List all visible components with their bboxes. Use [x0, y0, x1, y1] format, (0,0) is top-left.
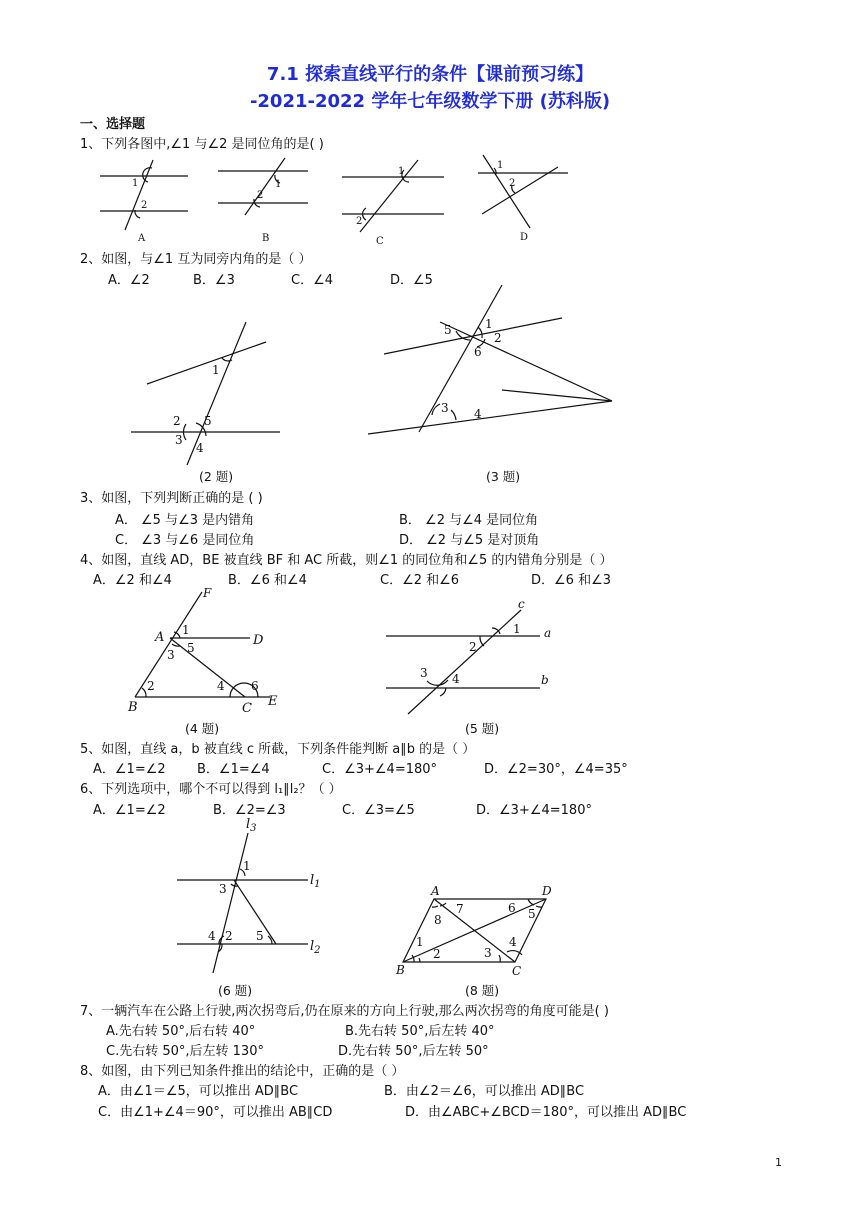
section-heading: 一、选择题 [80, 117, 146, 132]
q8-option-d[interactable]: D．由∠ABC+∠BCD＝180°，可以推出 AD∥BC [405, 1105, 687, 1120]
q1b-label-1: 1 [275, 179, 282, 190]
f2-label-4: 4 [196, 441, 204, 455]
f4-label-3: 3 [167, 648, 175, 662]
q3-option-b[interactable]: B． ∠2 与∠4 是同位角 [399, 513, 539, 528]
q2-caption: (2 题) [199, 469, 234, 484]
f3-label-1: 1 [485, 317, 493, 331]
q1-label-a: A [138, 233, 146, 244]
q2-option-a[interactable]: A．∠2 [108, 273, 150, 288]
q4-option-b[interactable]: B．∠6 和∠4 [228, 573, 307, 588]
f4-label-f: F [203, 586, 212, 600]
q6-option-b[interactable]: B．∠2=∠3 [213, 803, 286, 818]
f4-label-4: 4 [217, 679, 225, 693]
f3-label-5: 5 [444, 323, 452, 337]
f4-label-6: 6 [251, 679, 259, 693]
q2-option-c[interactable]: C．∠4 [291, 273, 334, 288]
f6-label-3: 3 [219, 882, 227, 896]
q1-label-b: B [262, 233, 270, 244]
q5-option-c[interactable]: C．∠3+∠4=180° [322, 762, 438, 777]
f4-label-e: E [268, 694, 278, 709]
f4-label-d: D [253, 633, 264, 648]
f6-label-l2-sub: 2 [314, 945, 321, 956]
f2-label-3: 3 [175, 433, 183, 447]
f8-label-1: 1 [416, 935, 424, 949]
q5-caption: (5 题) [465, 721, 500, 736]
f6-label-4: 4 [208, 929, 216, 943]
f5-label-1: 1 [513, 622, 521, 636]
f4-label-1: 1 [182, 623, 190, 637]
f8-label-8: 8 [434, 913, 442, 927]
q8-option-c[interactable]: C．由∠1+∠4＝90°，可以推出 AB∥CD [98, 1105, 333, 1120]
f2-label-2: 2 [173, 414, 181, 428]
q5-option-d[interactable]: D．∠2=30°，∠4=35° [484, 762, 628, 777]
f6-label-2: 2 [225, 929, 233, 943]
f8-label-4: 4 [509, 935, 517, 949]
q6-caption: (6 题) [218, 983, 253, 998]
q5-stem: 5、如图，直线 a，b 被直线 c 所截，下列条件能判断 a∥b 的是（ ） [80, 742, 476, 757]
q2-option-b[interactable]: B．∠3 [193, 273, 235, 288]
q1d-label-1: 1 [497, 160, 504, 171]
f8-label-d: D [542, 884, 552, 898]
q1-label-d: D [520, 232, 529, 243]
q7-option-b[interactable]: B.先右转 50°,后左转 40° [345, 1024, 495, 1039]
q4-option-d[interactable]: D．∠6 和∠3 [531, 573, 611, 588]
f8-label-5: 5 [528, 907, 536, 921]
q6-option-a[interactable]: A．∠1=∠2 [93, 803, 166, 818]
f4-label-a: A [155, 630, 165, 645]
q4-option-c[interactable]: C．∠2 和∠6 [380, 573, 460, 588]
q1c-label-1: 1 [398, 166, 405, 177]
q2-option-d[interactable]: D．∠5 [390, 273, 433, 288]
q8-option-b[interactable]: B．由∠2＝∠6，可以推出 AD∥BC [384, 1084, 585, 1099]
f4-label-2: 2 [147, 679, 155, 693]
f8-label-6: 6 [508, 901, 516, 915]
q3-stem: 3、如图，下列判断正确的是 ( ) [80, 491, 263, 506]
f4-label-c: C [242, 701, 252, 716]
q1b-label-2: 2 [257, 190, 264, 201]
q3-option-d[interactable]: D． ∠2 与∠5 是对顶角 [399, 533, 540, 548]
f8-label-7: 7 [456, 902, 464, 916]
f8-label-3: 3 [484, 946, 492, 960]
q6-option-d[interactable]: D．∠3+∠4=180° [476, 803, 592, 818]
f5-label-3: 3 [420, 666, 428, 680]
page-number: 1 [775, 1156, 782, 1169]
f5-label-4: 4 [452, 672, 460, 686]
q4-option-a[interactable]: A．∠2 和∠4 [93, 573, 172, 588]
q4-stem: 4、如图，直线 AD，BE 被直线 BF 和 AC 所截，则∠1 的同位角和∠5 的内错角分别是（ ） [80, 553, 613, 568]
q7-stem: 7、一辆汽车在公路上行驶,两次拐弯后,仍在原来的方向上行驶,那么两次拐弯的角度可能是( ) [80, 1004, 609, 1019]
f8-label-2: 2 [433, 947, 441, 961]
q1d-label-2: 2 [509, 178, 516, 189]
q7-option-a[interactable]: A.先右转 50°,后右转 40° [106, 1024, 256, 1039]
f8-label-b: B [396, 963, 405, 977]
f5-label-b: b [541, 673, 549, 687]
q7-option-d[interactable]: D.先右转 50°,后左转 50° [338, 1044, 489, 1059]
q2-stem: 2、如图，与∠1 互为同旁内角的是（ ） [80, 252, 312, 267]
f3-label-4: 4 [474, 407, 482, 421]
q1a-label-2: 2 [141, 200, 148, 211]
f3-label-2: 2 [494, 331, 502, 345]
f2-label-1: 1 [212, 363, 220, 377]
q8-caption: (8 题) [465, 983, 500, 998]
q1-stem: 1、下列各图中,∠1 与∠2 是同位角的是( ) [80, 137, 324, 152]
f5-label-a: a [544, 626, 552, 640]
f2-label-5: 5 [204, 414, 212, 428]
f6-label-l3-sub: 3 [250, 823, 257, 834]
q7-option-c[interactable]: C.先右转 50°,后左转 130° [106, 1044, 264, 1059]
f8-label-c: C [512, 964, 522, 978]
q1-label-c: C [376, 236, 384, 247]
q5-option-b[interactable]: B．∠1=∠4 [197, 762, 270, 777]
q3-option-a[interactable]: A． ∠5 与∠3 是内错角 [115, 513, 255, 528]
f5-label-c: c [518, 597, 525, 611]
f3-label-3: 3 [441, 401, 449, 415]
f6-label-l3-name: l [246, 817, 251, 832]
f3-label-6: 6 [474, 345, 482, 359]
q6-option-c[interactable]: C．∠3=∠5 [342, 803, 415, 818]
f4-label-5: 5 [187, 641, 195, 655]
q8-stem: 8、如图，由下列已知条件推出的结论中，正确的是（ ） [80, 1064, 405, 1079]
title-line-2: -2021-2022 学年七年级数学下册 (苏科版) [249, 91, 611, 112]
f5-label-2: 2 [469, 640, 477, 654]
f6-label-l1-sub: 1 [314, 879, 321, 890]
f4-label-b: B [128, 700, 138, 715]
q8-option-a[interactable]: A．由∠1＝∠5，可以推出 AD∥BC [98, 1084, 299, 1099]
f6-label-1: 1 [243, 859, 251, 873]
title-line-1: 7.1 探索直线平行的条件【课前预习练】 [266, 64, 594, 85]
q1c-label-2: 2 [356, 216, 363, 227]
q3-caption: (3 题) [486, 469, 521, 484]
f6-label-5: 5 [256, 929, 264, 943]
q3-option-c[interactable]: C． ∠3 与∠6 是同位角 [115, 533, 255, 548]
q1a-label-1: 1 [132, 178, 139, 189]
f6-label-l2-name: l [310, 939, 315, 954]
q6-stem: 6、下列选项中，哪个不可以得到 l₁∥l₂？（ ） [80, 782, 342, 797]
q4-caption: (4 题) [185, 721, 220, 736]
f6-label-l1-name: l [310, 873, 315, 888]
q5-option-a[interactable]: A．∠1=∠2 [93, 762, 166, 777]
f8-label-a: A [431, 884, 440, 898]
